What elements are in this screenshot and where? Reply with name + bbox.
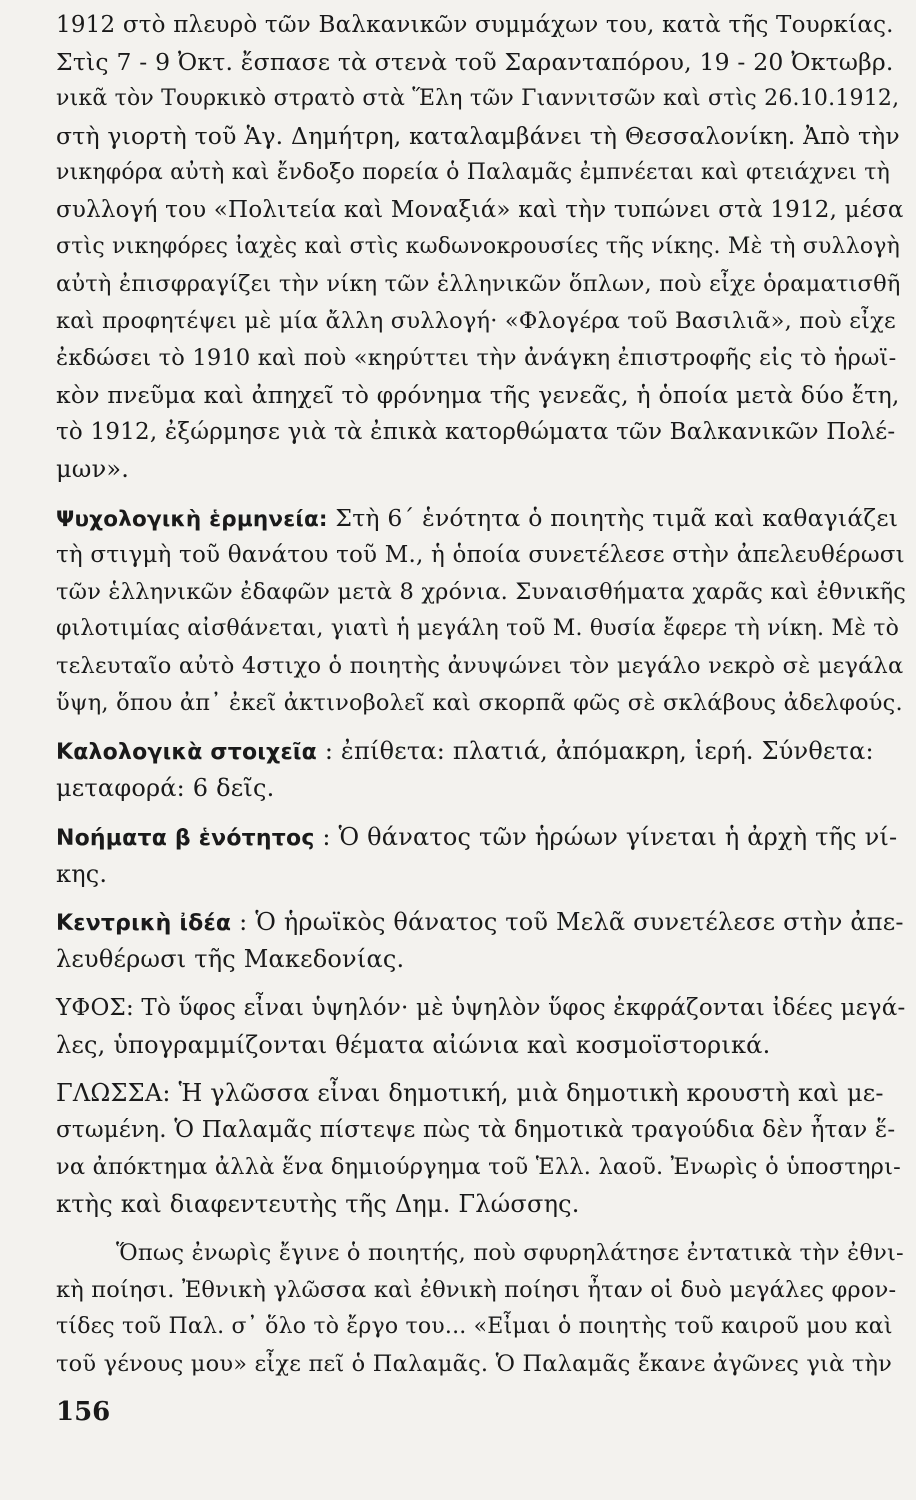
- page-number: 156: [56, 1397, 111, 1427]
- text-line: τίδες τοῦ Παλ. σ᾿ ὅλο τὸ ἔργο του... «Εἶμαι ὁ ποιητὴς τοῦ καιροῦ μου καὶ: [56, 1314, 893, 1339]
- kentr-text: : Ὁ ἡρωϊκὸς θάνατος τοῦ Μελᾶ συνετέλεσε στὴν ἀπε-: [231, 908, 904, 936]
- kalol-text: : ἐπίθετα: πλατιά, ἀπόμακρη, ἱερή. Σύνθετα:: [316, 737, 874, 765]
- text-line: μεταφορά: 6 δεῖς.: [56, 774, 275, 802]
- noim-section: [56, 822, 906, 854]
- kentr-label: Κεντρικὴ ἰδέα: [56, 911, 232, 936]
- text-line: νικηφόρα αὐτὴ καὶ ἔνδοξο πορεία ὁ Παλαμᾶς ἐμπνέεται καὶ φτειάχνει τὴ: [56, 160, 890, 185]
- text-line: συλλογή του «Πολιτεία καὶ Μοναξιά» καὶ τὴν τυπώνει στὰ 1912, μέσα: [56, 197, 904, 223]
- noim-label: Νοήματα β ἑνότητος: [56, 826, 315, 851]
- text-line: νικᾶ τὸν Τουρκικὸ στρατὸ στὰ Ἕλη τῶν Γιαννιτσῶν καὶ στὶς 26.10.1912,: [56, 86, 900, 111]
- text-line: κὸν πνεῦμα καὶ ἀπηχεῖ τὸ φρόνημα τῆς γενεᾶς, ἡ ὁποία μετὰ δύο ἔτη,: [56, 381, 900, 409]
- text-line: Ὅπως ἐνωρὶς ἔγινε ὁ ποιητής, ποὺ σφυρηλάτησε ἐντατικὰ τὴν ἐθνι-: [116, 1240, 904, 1266]
- text-line: τελευταῖο αὐτὸ 4στιχο ὁ ποιητὴς ἀνυψώνει τὸν μεγάλο νεκρὸ σὲ μεγάλα: [56, 653, 904, 679]
- text-line: λες, ὑπογραμμίζονται θέματα αἰώνια καὶ κοσμοϊστορικά.: [56, 1031, 771, 1059]
- kalol-label: Καλολογικὰ στοιχεῖα: [56, 740, 317, 765]
- text-line: ΥΦΟΣ: Τὸ ὕφος εἶναι ὑψηλόν· μὲ ὑψηλὸν ὕφος ἐκφράζονται ἰδέες μεγά-: [56, 995, 906, 1021]
- kentr-section: [56, 907, 906, 939]
- text-line: τοῦ γένους μου» εἶχε πεῖ ὁ Παλαμᾶς. Ὁ Παλαμᾶς ἔκανε ἀγῶνες γιὰ τὴν: [56, 1351, 893, 1377]
- text-line: καὶ προφητέψει μὲ μία ἄλλη συλλογή· «Φλογέρα τοῦ Βασιλιᾶ», ποὺ εἶχε: [56, 308, 896, 334]
- noim-text: : Ὁ θάνατος τῶν ἡρώων γίνεται ἡ ἀρχὴ τῆς νί-: [314, 823, 898, 851]
- text-line: κης.: [56, 860, 108, 888]
- text-line: τὴ στιγμὴ τοῦ θανάτου τοῦ Μ., ἡ ὁποία συνετέλεσε στὴν ἀπελευθέρωσι: [56, 542, 905, 568]
- text-line: αὐτὴ ἐπισφραγίζει τὴν νίκη τῶν ἑλληνικῶν ὅπλων, ποὺ εἶχε ὁραματισθῆ: [56, 271, 901, 297]
- psych-text: Στὴ 6΄ ἑνότητα ὁ ποιητὴς τιμᾶ καὶ καθαγιάζει: [327, 504, 899, 532]
- text-line: ΓΛΩΣΣΑ: Ἡ γλῶσσα εἶναι δημοτική, μιὰ δημοτικὴ κρουστὴ καὶ με-: [56, 1079, 884, 1107]
- text-line: να ἀπόκτημα ἀλλὰ ἕνα δημιούργημα τοῦ Ἑλλ. λαοῦ. Ἐνωρὶς ὁ ὑποστηρι-: [56, 1154, 901, 1180]
- text-line: στωμένη. Ὁ Παλαμᾶς πίστεψε πὼς τὰ δημοτικὰ τραγούδια δὲν ἦταν ἕ-: [56, 1117, 896, 1143]
- kalol-section: [56, 736, 906, 768]
- psych-section: [56, 503, 906, 535]
- text-line: ἐκδώσει τὸ 1910 καὶ ποὺ «κηρύττει τὴν ἀνάγκη ἐπιστροφῆς εἰς τὸ ἡρωϊ-: [56, 345, 897, 371]
- psych-label: Ψυχολογικὴ ἑρμηνεία:: [56, 507, 328, 532]
- text-line: ὕψη, ὅπου ἀπ᾿ ἐκεῖ ἀκτινοβολεῖ καὶ σκορπᾶ φῶς σὲ σκλάβους ἀδελφούς.: [56, 690, 903, 716]
- text-line: κτὴς καὶ διαφεντευτὴς τῆς Δημ. Γλώσσης.: [56, 1190, 580, 1218]
- text-line: κὴ ποίησι. Ἐθνικὴ γλῶσσα καὶ ἐθνικὴ ποίησι ἦταν οἱ δυὸ μεγάλες φρον-: [56, 1277, 897, 1303]
- text-line: στὴ γιορτὴ τοῦ Ἁγ. Δημήτρη, καταλαμβάνει τὴ Θεσσαλονίκη. Ἀπὸ τὴν: [56, 122, 900, 150]
- text-line: στὶς νικηφόρες ἰαχὲς καὶ στὶς κωδωνοκρουσίες τῆς νίκης. Μὲ τὴ συλλογὴ: [56, 234, 901, 259]
- text-line: φιλοτιμίας αἰσθάνεται, γιατὶ ἡ μεγάλη τοῦ Μ. θυσία ἔφερε τὴ νίκη. Μὲ τὸ: [56, 616, 900, 641]
- text-line: 1912 στὸ πλευρὸ τῶν Βαλκανικῶν συμμάχων του, κατὰ τῆς Τουρκίας.: [56, 12, 894, 38]
- text-line: τῶν ἑλληνικῶν ἐδαφῶν μετὰ 8 χρόνια. Συναισθήματα χαρᾶς καὶ ἐθνικῆς: [56, 579, 907, 605]
- text-line: Στὶς 7 - 9 Ὀκτ. ἔσπασε τὰ στενὰ τοῦ Σαρανταπόρου, 19 - 20 Ὀκτωβρ.: [56, 48, 894, 76]
- text-line: τὸ 1912, ἐξώρμησε γιὰ τὰ ἐπικὰ κατορθώματα τῶν Βαλκανικῶν Πολέ-: [56, 419, 896, 445]
- text-line: λευθέρωσι τῆς Μακεδονίας.: [56, 945, 405, 973]
- text-line: μων».: [56, 455, 130, 483]
